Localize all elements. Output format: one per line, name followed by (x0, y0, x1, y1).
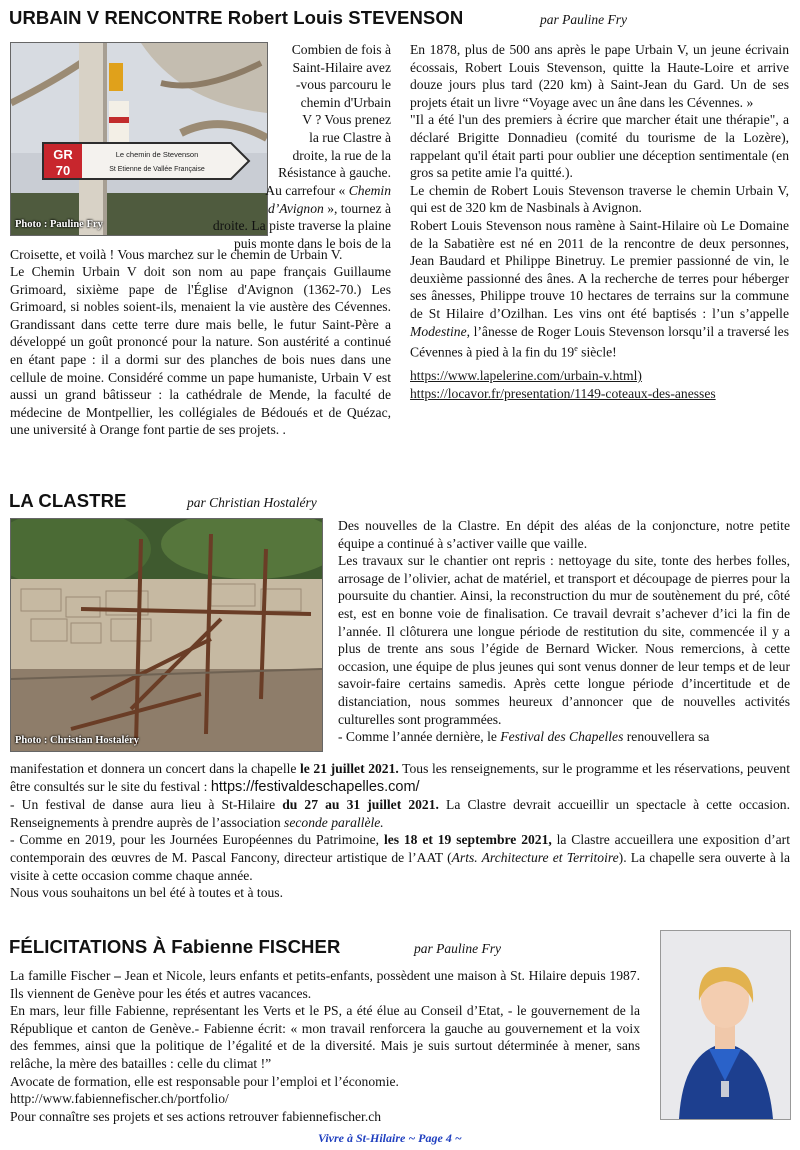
article1-right-p3: Le chemin de Robert Louis Stevenson traverse le chemin Urbain V, qui est de 320 km de Nasbinals à Avignon. (410, 182, 789, 216)
article3-column (10, 967, 640, 1125)
article1-right-column (410, 41, 789, 402)
article3-p3: Avocate de formation, elle est responsable pour l’emploi et l’économie. (10, 1073, 399, 1089)
wrap-line: la rue Clastre à (309, 129, 391, 145)
article2-p1: Des nouvelles de la Clastre. En dépit des aléas de la conjoncture, notre petite équipe a continué à s’activer vaille que vaille. (338, 518, 790, 551)
article3-byline: par Pauline Fry (414, 941, 501, 956)
article1-para2: Le Chemin Urbain V doit son nom au pape français Guillaume Grimoard, sixième pape de l'Église d'Avignon (1362-70.) Les Grimoard, si nobles soient-ils, menaient la vie austère des Cévennes. Grandissant dans cette terre dure mais belle, le futur Saint-Père a développé un goût prononcé pour la nature. Son austérité a continué en étant pape : il a dormi sur des planches de bois nues dans une cellule de moine. Considéré comme un pape humaniste, Urbain V est aussi un grand bâtisseur : la cathédrale de Mende, la faculté de médecine de Montpellier, les collégiales de Bédoués et de Quézac, une université à Orange font partie de ses projets. . (10, 264, 391, 438)
sign-gr-text: GR (53, 147, 73, 162)
festival-url[interactable]: https://festivaldeschapelles.com/ (210, 778, 420, 795)
article1-right-p2: "Il a été l'un des premiers à écrire que marcher était une thérapie", a déclaré Brigitte Donnadieu (comité du tourisme de la Lozère), rappelant qu'il était parti pour oublier une déception sentimentale (en gros sa petite amie l'a quitté.). (410, 112, 789, 181)
article3-p5: Pour connaître ses projets et ses actions retrouver fabiennefischer.ch (10, 1108, 382, 1124)
carrefour-em2: d’Avignon (267, 200, 324, 216)
sign-num-text: 70 (55, 163, 71, 178)
article1-photo-credit: Photo : Pauline Fry (15, 219, 103, 230)
article2-photo (10, 518, 323, 752)
article1-byline: par Pauline Fry (540, 12, 627, 27)
article1-full-line: Croisette, et voilà ! Vous marchez sur le chemin de Urbain V. (10, 247, 343, 262)
carrefour-pre: Au carrefour « (265, 183, 349, 198)
article1-title: URBAIN V RENCONTRE Robert Louis STEVENSON (9, 7, 464, 28)
article1-wrap-lines (278, 41, 391, 182)
wrap-line: -vous parcouru le (295, 77, 391, 93)
wrap-line: droite, la rue de la (292, 147, 391, 163)
wrap-tail-line: puis monte dans le bois de la (233, 235, 391, 251)
link-lapelerine[interactable]: https://www.lapelerine.com/urbain-v.html) (410, 368, 642, 384)
article3-portrait (660, 930, 791, 1120)
article2-p5: - Comme en 2019, pour les Journées Européennes du Patrimoine, les 18 et 19 septembre 2021, la Clastre accueillera une exposition d’art contemporain des œuvres de M. Pascal Fancony, directeur artistique de l’AAT (Arts. Architecture et Territoire). La chapelle sera ouverte à la visite à cette occasion comme chaque année. (10, 832, 790, 883)
link-locavor[interactable]: https://locavor.fr/presentation/1149-coteaux-des-anesses (410, 385, 716, 401)
article2-bottom-column (10, 760, 790, 902)
article1-right-p1: En 1878, plus de 500 ans après le pape Urbain V, un jeune écrivain écossais, Robert Louis Stevenson, quitte la Haute-Loire et arrive douze jours plus tard (220 km) à Saint-Jean du Gard. Un de ses projets était un livre “Voyage avec un âne dans les Cévennes. » (410, 42, 789, 110)
article3-p2: En mars, leur fille Fabienne, représentant les Verts et le PS, a été élue au Conseil d’Etat, - le gouvernement de la République et canton de Genève.- Fabienne écrit: « mon travail renforcera la gauche au gouvernement et la voix des femmes, ainsi que la politique de l’égalité et de la diversité. Mais je suis surtout déterminée à mener, sans relâche, la mère des batailles : celle du climat !” (10, 1003, 640, 1071)
article2-byline: par Christian Hostaléry (187, 495, 317, 510)
article2-p4: - Un festival de danse aura lieu à St-Hilaire du 27 au 31 juillet 2021. La Clastre devrait accueillir un spectacle à cette occasion. Renseignements à prendre auprès de l’association seconde parallèle. (10, 797, 790, 830)
fischer-portfolio-link[interactable]: http://www.fabiennefischer.ch/portfolio/ (10, 1091, 229, 1107)
article2-p6: Nous vous souhaitons un bel été à toutes et à tous. (10, 885, 283, 901)
carrefour-em1: Chemin (348, 183, 391, 198)
wrap-tail-line: droite. La piste traverse la plaine (212, 218, 391, 233)
article2-photo-credit: Photo : Christian Hostaléry (15, 735, 139, 746)
sign-line2-text: St Etienne de Vallée Française (109, 166, 205, 173)
article2-p3-line1: - Comme l’année dernière, le Festival des Chapelles renouvellera sa (338, 729, 710, 745)
article1-photo (10, 42, 268, 236)
article2-p3-rest: manifestation et donnera un concert dans la chapelle le 21 juillet 2021. Tous les renseignements, sur le programme et les réservations, peuvent être consultés sur le site du festival : https://festivaldeschapelles.com/ (10, 761, 790, 795)
article2-title: LA CLASTRE (9, 490, 127, 511)
sign-line1-text: Le chemin de Stevenson (115, 150, 199, 159)
article2-top-column (338, 517, 790, 746)
carrefour-post: », tournez à (323, 200, 391, 216)
article1-right-p4: Robert Louis Stevenson nous ramène à Saint-Hilaire où Le Domaine de la Sabatière est né en 2011 de la rencontre de deux personnes, Jean Baudard et Philippe Binetruy. Le premier passionné de vin, le deuxième passionné des ânes. A la recherche de terres pour héberger ses ânesses, Philippe trouve 10 hectares de terrains sur la commune de St Hilaire d’Ozilhan. Les vins ont été baptisés : l’un s’appelle Modestine, l’ânesse de Roger Louis Stevenson lorsqu’il a traversé les Cévennes à pied à la fin du 19e siècle! (410, 217, 789, 360)
wrap-line: chemin d'Urbain (300, 94, 391, 110)
wrap-line: V ? Vous prenez (302, 112, 391, 128)
wrap-line: Résistance à gauche. (278, 165, 391, 181)
page-footer: Vivre à St-Hilaire ~ Page 4 ~ (318, 1131, 462, 1145)
article1-carrefour-block (236, 182, 391, 217)
article2-p2: Les travaux sur le chantier ont repris : nettoyage du site, tonte des herbes folles, arrosage de l’olivier, achat de matériel, et transport et découpage de pierres pour la poursuite du chantier. Ainsi, la reconstruction du mur de soutènement du pré, côté est, est en bonne voie de finalisation. Ce travail devrait s’achever d’ici la fin de l’année. Il clôturera une longue période de restitution du site, commencée il y a plus de trente ans sous l’égide de Bernard Wicker. Nous remercions, à cette occasion, une équipe de plus jeunes qui sont venus donner de leur temps et de leur savoir-faire certains samedis. Après cette longue période d’incertitude et de distanciation, nous sommes heureux d’annoncer que de nouvelles activités culturelles sont programmées. (338, 553, 790, 727)
wrap-line: Combien de fois à (291, 42, 391, 57)
wrap-line: Saint-Hilaire avez (292, 59, 391, 75)
article3-p1: La famille Fischer – Jean et Nicole, leurs enfants et petits-enfants, possèdent une maison à St. Hilaire depuis 1987. Ils viennent de Genève pour les étés et autres vacances. (10, 968, 640, 1001)
article3-title: FÉLICITATIONS À Fabienne FISCHER (9, 936, 341, 957)
